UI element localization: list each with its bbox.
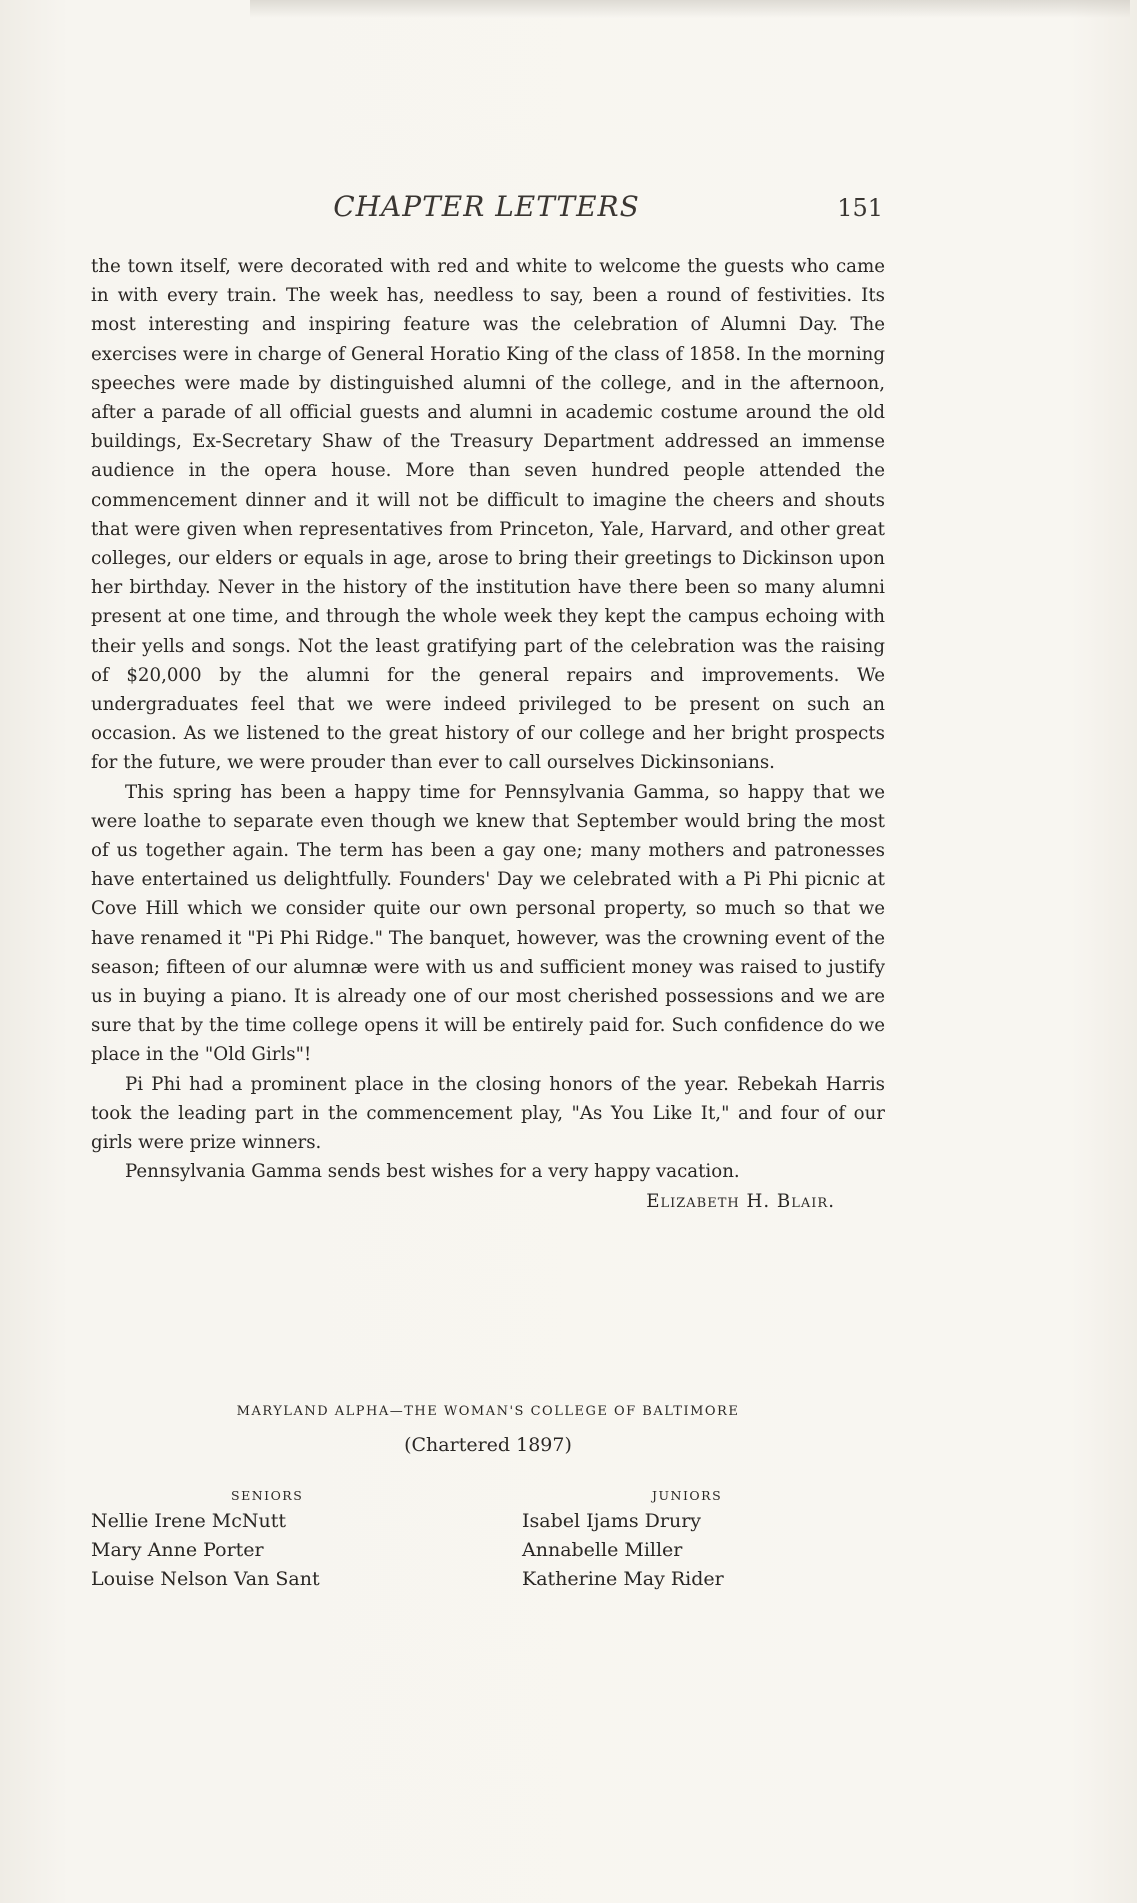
seniors-list — [91, 1507, 451, 1594]
seniors-column — [91, 1485, 451, 1594]
list-item: Nellie Irene McNutt — [91, 1510, 286, 1532]
juniors-header: JUNIORS — [652, 1488, 723, 1503]
paragraph-4: Pennsylvania Gamma sends best wishes for a very happy vacation. — [125, 1161, 740, 1183]
juniors-list — [522, 1507, 822, 1594]
running-head — [90, 190, 883, 230]
list-item: Louise Nelson Van Sant — [91, 1568, 320, 1590]
chapter-heading: MARYLAND ALPHA—THE WOMAN'S COLLEGE OF BALTIMORE — [236, 1404, 740, 1419]
seniors-header: SENIORS — [231, 1488, 304, 1503]
running-title: CHAPTER LETTERS — [333, 190, 640, 223]
juniors-column — [522, 1485, 822, 1594]
list-item: Isabel Ijams Drury — [522, 1510, 702, 1532]
signature: Elizabeth H. Blair. — [646, 1190, 835, 1212]
list-item: Mary Anne Porter — [91, 1539, 264, 1561]
list-item: Annabelle Miller — [522, 1539, 683, 1561]
paragraph-1: the town itself, were decorated with red and white to welcome the guests who came in with every train. The week has, needless to say, been a round of festivities. Its most interesting and inspiring feature was the celebration of Alumni Day. The exercises were in charge of General Horatio King of the class of 1858. In the morning speeches were made by distinguished alumni of the college, and in the afternoon, after a parade of all official guests and alumni in academic costume around the old buildings, Ex-Secretary Shaw of the Treasury Department addressed an immense audience in the opera house. More than seven hundred people attended the commencement dinner and it will not be difficult to imagine the cheers and shouts that were given when representatives from Princeton, Yale, Harvard, and other great colleges, our elders or equals in age, arose to bring their greetings to Dickinson upon her birthday. Never in the history of the institution have there been so many alumni present at one time, and through the whole week they kept the campus echoing with their yells and songs. Not the least gratifying part of the celebration was the raising of $20,000 by the alumni for the general repairs and improvements. We undergraduates feel that we were indeed privileged to be present on such an occasion. As we listened to the great history of our college and her bright prospects for the future, we were prouder than ever to call ourselves Dickinsonians. — [91, 256, 885, 774]
paragraph-2: This spring has been a happy time for Pennsylvania Gamma, so happy that we were loathe to separate even though we knew that September would bring the most of us together again. The term has been a gay one; many mothers and patronesses have entertained us delightfully. Founders' Day we celebrated with a Pi Phi picnic at Cove Hill which we consider quite our own personal property, so much so that we have renamed it "Pi Phi Ridge." The banquet, however, was the crowning event of the season; fifteen of our alumnæ were with us and sufficient money was raised to justify us in buying a piano. It is already one of our most cherished possessions and we are sure that by the time college opens it will be entirely paid for. Such confidence do we place in the "Old Girls"! — [91, 781, 885, 1066]
page-number: 151 — [837, 194, 883, 222]
scan-edge-shadow — [250, 0, 1130, 18]
body-text — [91, 252, 885, 1216]
chartered-date: (Chartered 1897) — [404, 1434, 572, 1456]
list-item: Katherine May Rider — [522, 1568, 724, 1590]
paragraph-3: Pi Phi had a prominent place in the closing honors of the year. Rebekah Harris took the leading part in the commencement play, "As You Like It," and four of our girls were prize winners. — [91, 1073, 885, 1154]
